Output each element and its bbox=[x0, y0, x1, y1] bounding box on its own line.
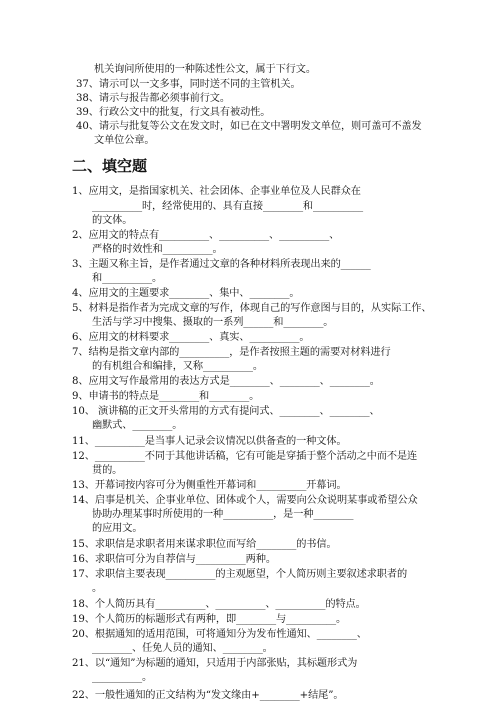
question-line: 1、应用文，是指国家机关、社会团体、企事业单位及人民群众在 bbox=[72, 186, 361, 197]
text-line: 38、请示与报告都必须事前行文。 bbox=[76, 93, 230, 104]
question-line: 17、求职信主要表现__________的主观愿望，个人简历则主要叙述求职者的 bbox=[72, 569, 408, 580]
question-line: 。 bbox=[92, 583, 103, 594]
question-line: 19、个人简历的标题形式有两种，即________与__________。 bbox=[72, 614, 347, 625]
question-line: 9、申请书的特点是________和________。 bbox=[72, 391, 260, 402]
text-line: 40、请示与批复等公文在发文时，如已在文中署明发文单位，则可盖可不盖发 bbox=[76, 121, 422, 132]
question-line: __________时，经常使用的、具有直接________和__________ bbox=[92, 201, 363, 212]
question-line: 15、求职信是求职者用来谋求职位而写给________的书信。 bbox=[72, 539, 337, 550]
question-line: ________、任免人员的通知、________。 bbox=[92, 643, 273, 654]
text-line: 37、请示可以一文多事，同时送不同的主管机关。 bbox=[76, 79, 301, 90]
question-line: 5、材料是指作者为完成文章的写作，体现自己的写作意图与目的，从实际工作、 bbox=[72, 303, 432, 314]
question-line: 22、一般性通知的正文结构为“发文缘由+________+结尾”。 bbox=[72, 690, 344, 701]
question-line: 4、应用文的主题要求________、集中、________。 bbox=[72, 288, 300, 299]
question-line: 11、__________是当事人记录会议情况以供备查的一种文体。 bbox=[72, 436, 347, 447]
question-line: 7、结构是指文章内部的__________，是作者按照主题的需要对材料进行 bbox=[72, 347, 391, 358]
question-line: 生活与学习中搜集、摄取的一系列______和________。 bbox=[92, 317, 334, 328]
question-line: 和__________。 bbox=[92, 273, 163, 284]
question-line: 3、主题又称主旨，是作者通过文章的各种材料所表现出来的______ bbox=[72, 259, 371, 270]
question-line: 严格的时效性和__________。 bbox=[92, 244, 223, 255]
question-line: 12、__________不同于其他讲话稿，它有可能是穿插于整个活动之中而不是连 bbox=[72, 451, 418, 462]
question-line: 21、以“通知”为标题的通知，只适用于内部张贴，其标题形式为 bbox=[72, 658, 358, 669]
question-line: 2、应用文的特点有__________、__________、__________、 bbox=[72, 230, 340, 241]
question-line: 20、根据通知的适用范围，可将通知分为发布性通知、________、 bbox=[72, 629, 367, 640]
text-line: 机关询问所使用的一种陈述性公文，属于下行文。 bbox=[94, 64, 316, 75]
question-line: 协助办理某事时所使用的一种__________，是一种________ bbox=[92, 509, 354, 520]
question-line: 18、个人简历具有__________、__________、__________的特点。 bbox=[72, 599, 366, 610]
question-line: 16、求职信可分为自荐信与__________两种。 bbox=[72, 554, 276, 565]
section-title: 二、填空题 bbox=[72, 157, 148, 175]
question-line: 的文体。 bbox=[92, 215, 133, 226]
question-line: 的有机组合和编排，又称__________。 bbox=[92, 361, 263, 372]
question-line: __________。 bbox=[92, 672, 153, 683]
question-line: 10、 演讲稿的正文开头常用的方式有提问式、________、________、 bbox=[72, 406, 380, 417]
question-line: 贯的。 bbox=[92, 465, 123, 476]
question-line: 14、启事是机关、企事业单位、团体或个人，需要向公众说明某事或希望公众 bbox=[72, 495, 418, 506]
question-line: 13、开幕词按内容可分为侧重性开幕词和__________开幕词。 bbox=[72, 480, 347, 491]
text-line: 39、行政公文中的批复，行文具有被动性。 bbox=[76, 107, 271, 118]
question-line: 8、应用文写作最常用的表达方式是________、________、________。 bbox=[72, 376, 380, 387]
question-line: 6、应用文的材料要求________、真实、__________。 bbox=[72, 332, 310, 343]
question-line: 幽默式、________。 bbox=[92, 420, 183, 431]
text-line: 文单位公章。 bbox=[94, 135, 155, 146]
question-line: 的应用文。 bbox=[92, 523, 143, 534]
